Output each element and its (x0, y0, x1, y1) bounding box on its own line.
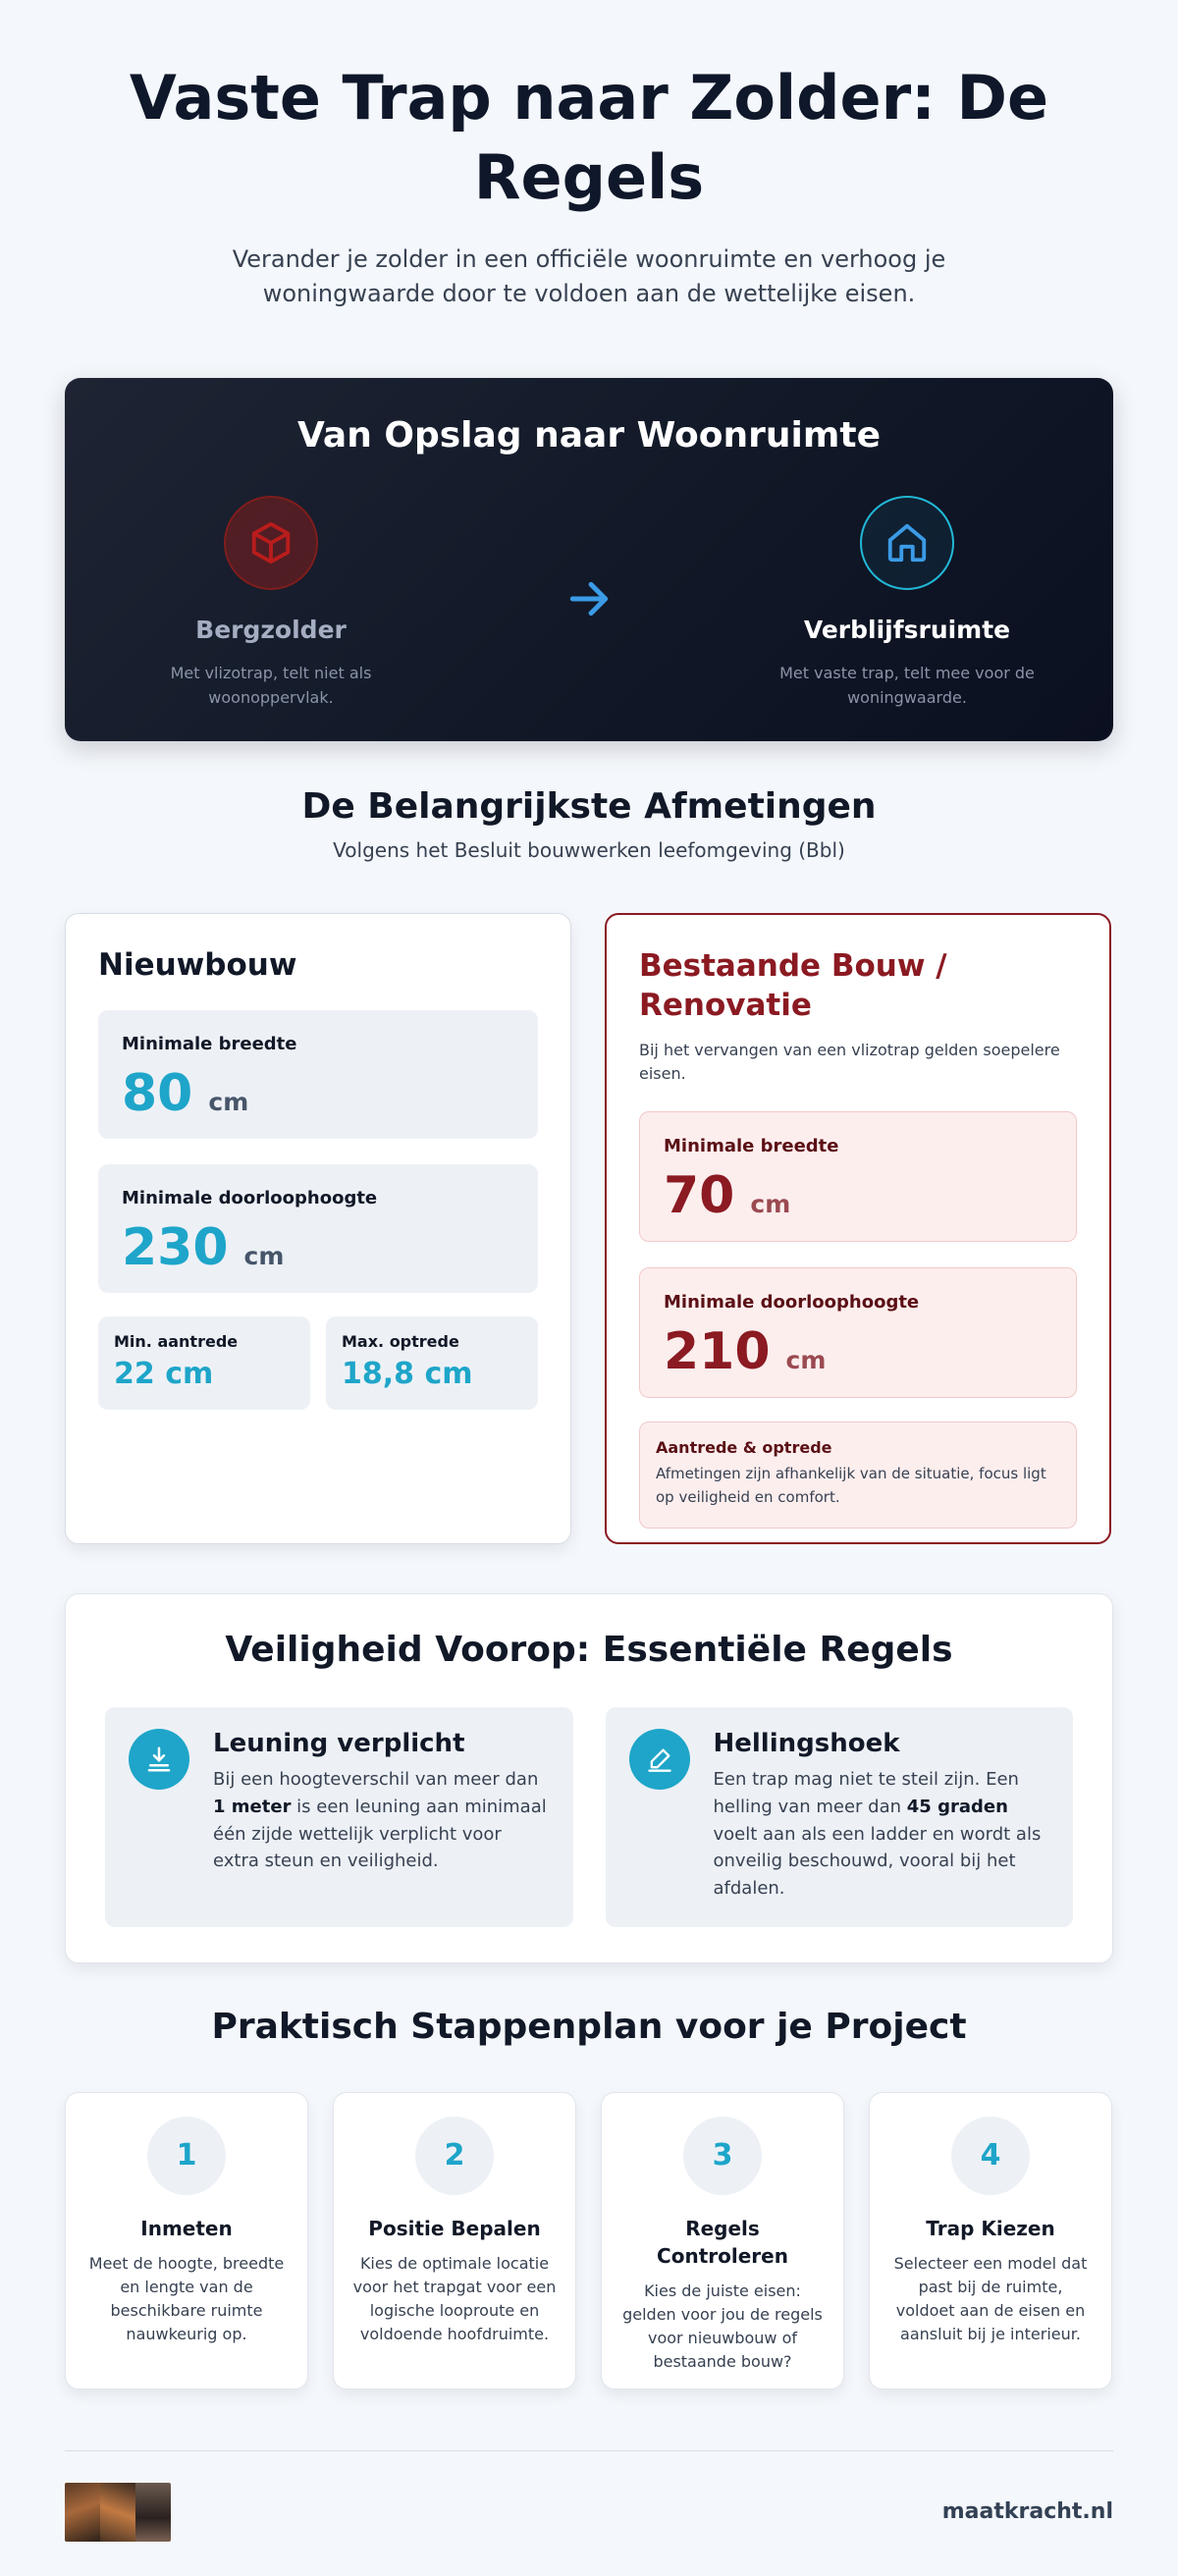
step-card (601, 2092, 844, 2389)
dimensions-subtitle: Volgens het Besluit bouwwerken leefomgeving (Bbl) (333, 837, 845, 862)
metric-value: 22 cm (114, 1357, 214, 1392)
step-title: Trap Kiezen (926, 2216, 1055, 2240)
new-width-metric (98, 1010, 538, 1139)
transformation-title: Van Opslag naar Woonruimte (297, 414, 881, 456)
metric-label: Minimale doorloophoogte (664, 1292, 920, 1314)
metric-unit: cm (208, 1088, 249, 1117)
step-number: 4 (951, 2117, 1030, 2195)
metric-unit: cm (750, 1190, 791, 1219)
railing-title: Leuning verplicht (213, 1728, 465, 1758)
step-title: Positie Bepalen (368, 2216, 541, 2240)
metric-unit: cm (243, 1242, 285, 1271)
safety-title: Veiligheid Voorop: Essentiële Regels (225, 1629, 953, 1670)
step-number: 1 (147, 2117, 226, 2195)
from-storage (124, 496, 418, 711)
metric-unit: cm (785, 1346, 827, 1375)
step-text: Kies de juiste eisen: gelden voor jou de regels voor nieuwbouw of bestaande bouw? (622, 2281, 823, 2371)
step-number: 3 (683, 2117, 762, 2195)
metric-label: Minimale breedte (122, 1034, 297, 1055)
footer-divider (65, 2450, 1113, 2451)
tread-metric (98, 1316, 310, 1410)
new-build-card (65, 913, 571, 1544)
new-height-metric (98, 1164, 538, 1293)
step-title: Regels Controleren (657, 2216, 788, 2268)
existing-build-card (605, 913, 1111, 1544)
existing-build-title: Bestaande Bouw / Renovatie (639, 947, 947, 1024)
metric-value: 230 (122, 1218, 229, 1278)
arrow-right-icon (564, 574, 614, 627)
step-text: Kies de optimale locatie voor het trapgat voor een logische looproute en voldoende hoofdruimte. (352, 2253, 557, 2343)
metric-value: 70 (664, 1166, 735, 1226)
to-desc: Met vaste trap, telt mee voor de woningwaarde. (779, 663, 1035, 707)
steps-title: Praktisch Stappenplan voor je Project (211, 2006, 967, 2047)
railing-icon (129, 1729, 189, 1790)
existing-height-metric (639, 1267, 1077, 1398)
metric-value: 210 (664, 1322, 771, 1382)
rise-metric (326, 1316, 538, 1410)
slope-text: Een trap mag niet te steil zijn. Een helling van meer dan 45 graden voelt aan als een ladder en wordt als onveilig beschouwd, vooral bij het afdalen. (713, 1768, 1042, 1900)
footer (65, 2483, 1113, 2542)
metric-label: Min. aantrede (114, 1332, 239, 1352)
slope-title: Hellingshoek (713, 1728, 900, 1758)
steps-list (65, 2092, 1113, 2389)
slope-rule (606, 1707, 1074, 1927)
new-build-title: Nieuwbouw (98, 946, 297, 983)
from-desc: Met vlizotrap, telt niet als woonoppervlak. (170, 663, 372, 707)
note-label: Aantrede & optrede (656, 1438, 832, 1458)
metric-label: Minimale breedte (664, 1136, 839, 1157)
metric-label: Max. optrede (342, 1332, 459, 1352)
metric-label: Minimale doorloophoogte (122, 1188, 378, 1209)
to-living (760, 496, 1054, 711)
metric-value: 18,8 cm (342, 1357, 473, 1392)
step-text: Selecteer een model dat past bij de ruimte, voldoet aan de eisen en aansluit bij je interieur. (893, 2253, 1088, 2343)
dimension-cards (65, 913, 1113, 1544)
transformation-panel (65, 378, 1113, 741)
metric-value: 80 (122, 1064, 193, 1124)
railing-text: Bij een hoogteverschil van meer dan 1 meter is een leuning aan minimaal één zijde wettelijk verplicht voor extra steun en veiligheid. (213, 1768, 547, 1872)
to-name: Verblijfsruimte (803, 615, 1011, 644)
brand-name: maatkracht.nl (941, 2499, 1113, 2525)
railing-rule (105, 1707, 573, 1927)
house-icon (860, 496, 954, 590)
step-card (333, 2092, 576, 2389)
page-subtitle: Verander je zolder in een officiële woonruimte en verhoog je woningwaarde door te voldoen aan de wettelijke eisen. (232, 245, 946, 307)
existing-width-metric (639, 1111, 1077, 1242)
existing-build-note: Bij het vervangen van een vlizotrap gelden soepelere eisen. (639, 1041, 1060, 1084)
pencil-slope-icon (629, 1729, 690, 1790)
step-card (65, 2092, 308, 2389)
step-card (869, 2092, 1112, 2389)
staircase-thumbnail (65, 2483, 171, 2542)
step-number: 2 (415, 2117, 494, 2195)
step-title: Inmeten (140, 2216, 233, 2240)
dimensions-title: De Belangrijkste Afmetingen (301, 785, 877, 827)
cube-icon (224, 496, 318, 590)
step-text: Meet de hoogte, breedte en lengte van de beschikbare ruimte nauwkeurig op. (88, 2253, 285, 2343)
safety-section (65, 1593, 1113, 1963)
page-title: Vaste Trap naar Zolder: De Regels (129, 62, 1049, 213)
note-text: Afmetingen zijn afhankelijk van de situatie, focus ligt op veiligheid en comfort. (656, 1465, 1046, 1506)
tread-rise-note (639, 1422, 1077, 1529)
from-name: Bergzolder (195, 615, 347, 644)
